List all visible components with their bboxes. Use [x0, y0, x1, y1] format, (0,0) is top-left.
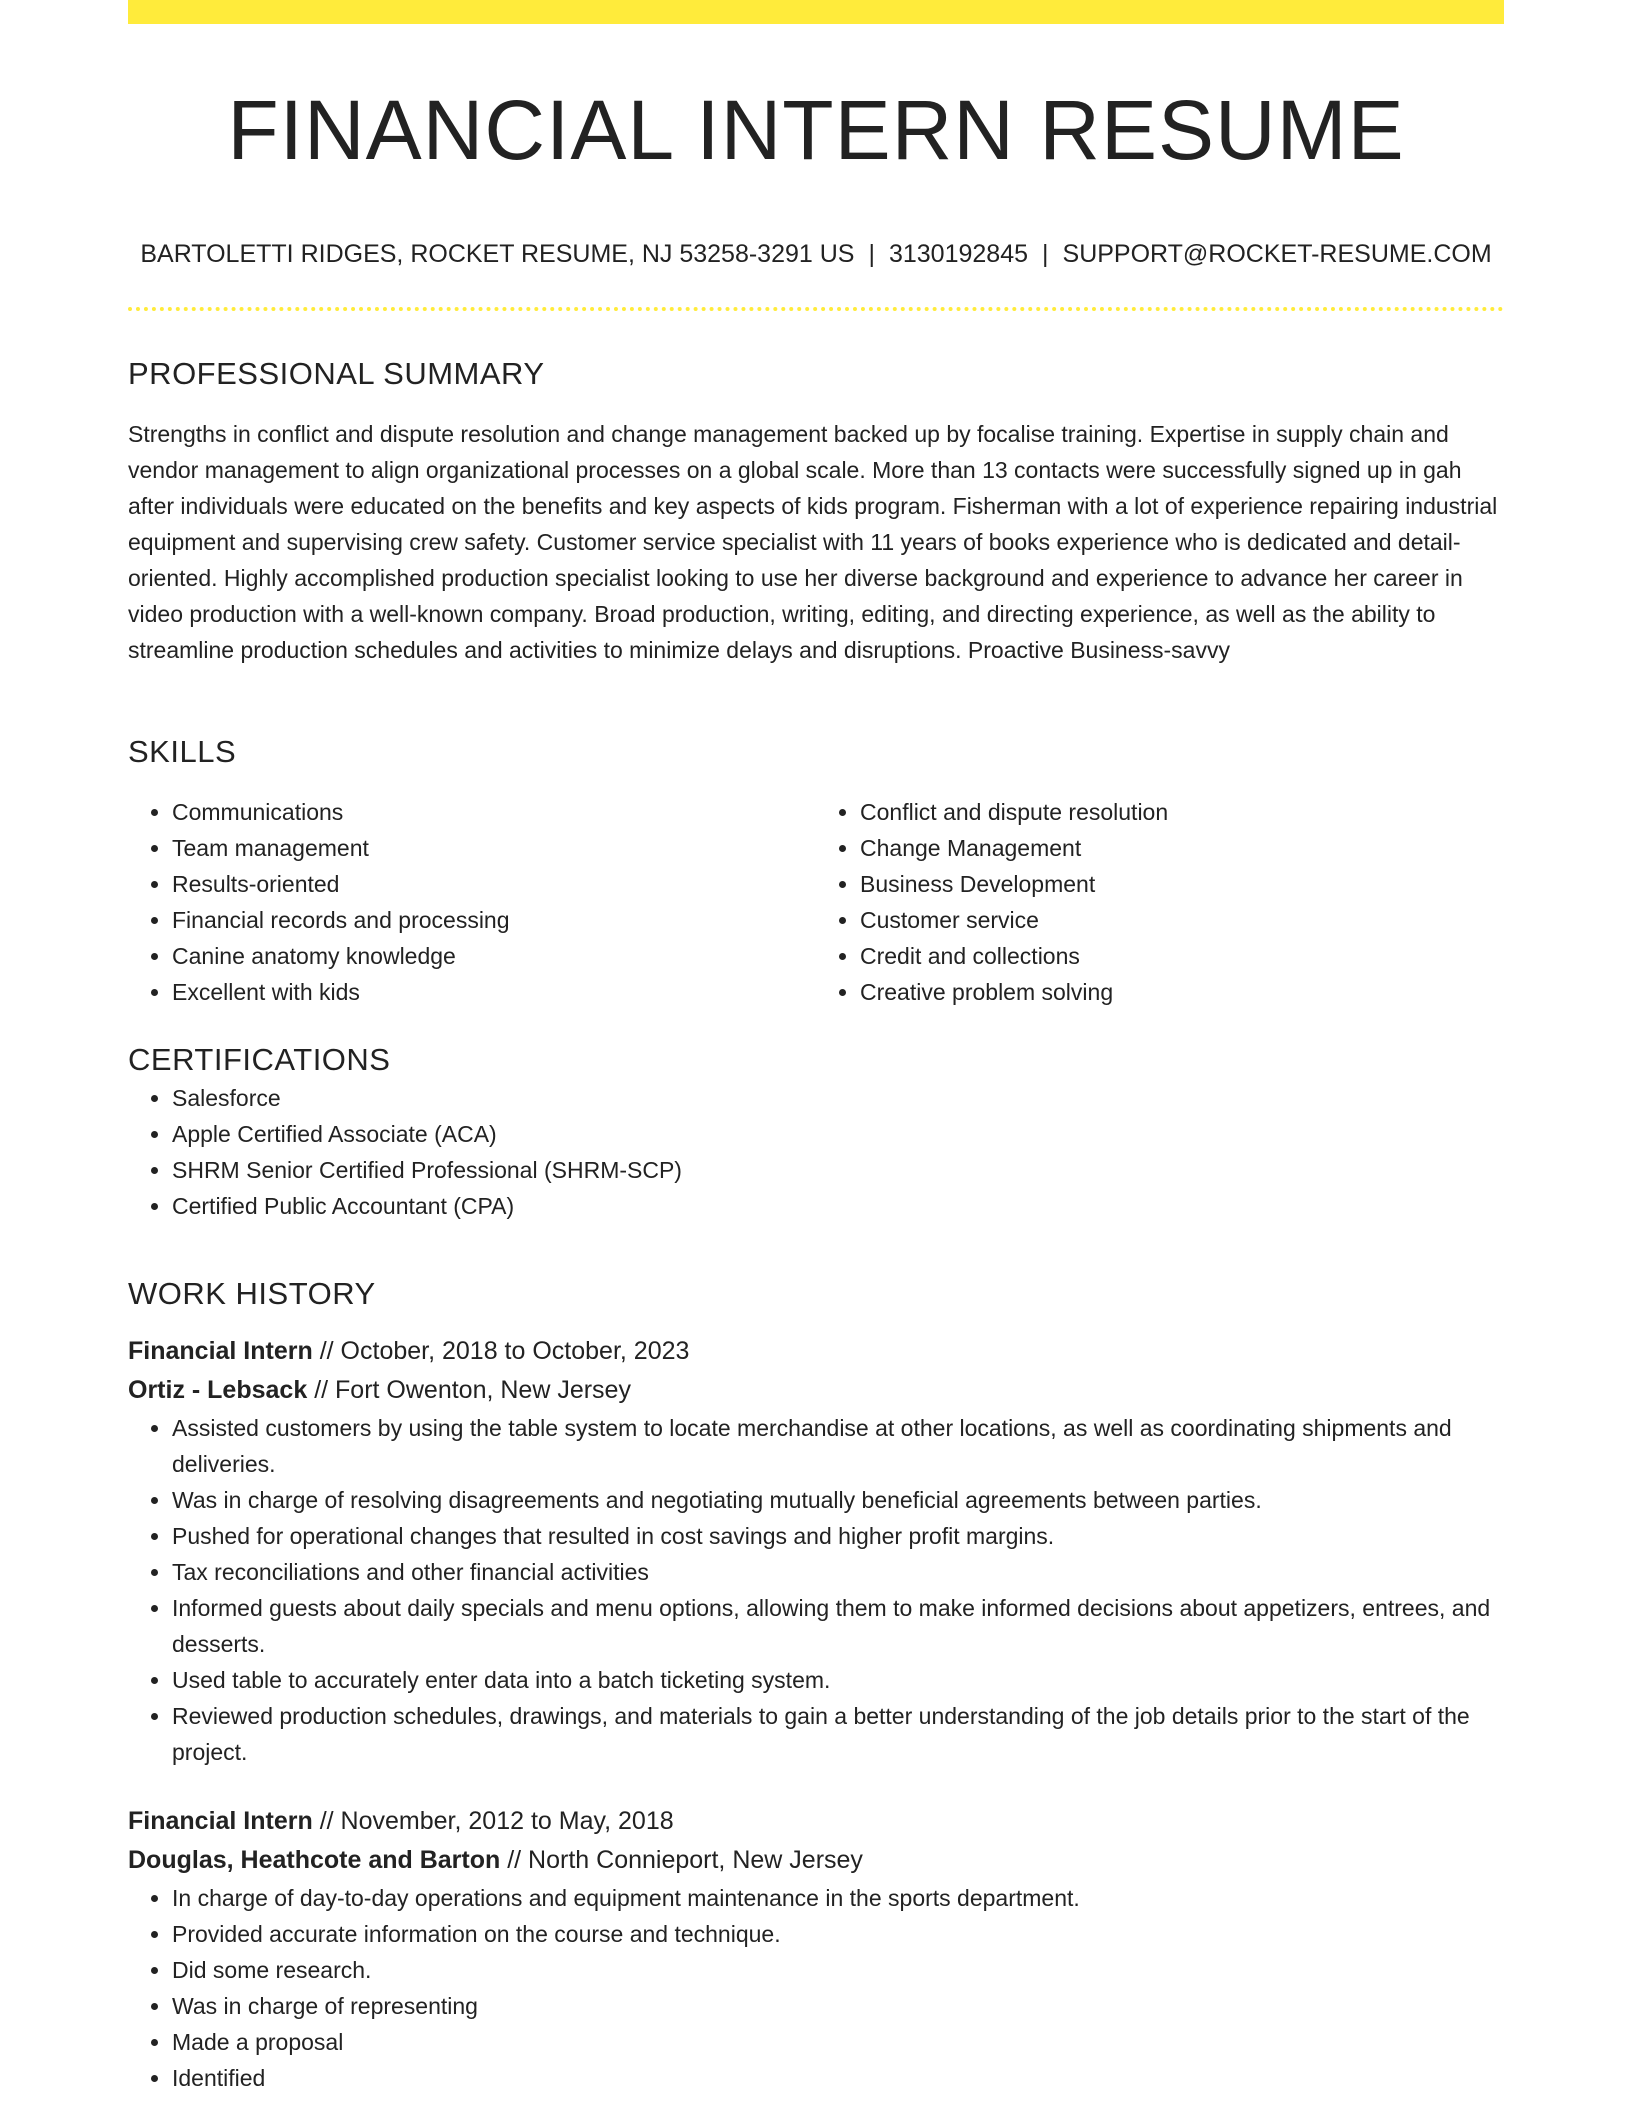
- work-history-heading: WORK HISTORY: [128, 1276, 376, 1311]
- job-duty: • Did some research.: [172, 1952, 1504, 1988]
- job-entry: [128, 1332, 1504, 1770]
- contact-phone: 3130192845: [888, 240, 1029, 268]
- contact-separator: |: [1042, 240, 1049, 268]
- skill-item: • Team management: [172, 830, 816, 866]
- job-company: Douglas, Heathcote and Barton: [128, 1846, 501, 1874]
- work-history-section: [128, 1274, 1504, 2096]
- certification-item: • Salesforce: [172, 1080, 1504, 1116]
- job-duty: • Was in charge of representing: [172, 1988, 1504, 2024]
- certifications-section: [128, 1040, 1504, 1224]
- contact-email[interactable]: SUPPORT@ROCKET-RESUME.COM: [1062, 240, 1492, 268]
- certifications-heading: CERTIFICATIONS: [128, 1042, 391, 1077]
- page-title: FINANCIAL INTERN RESUME: [227, 83, 1405, 177]
- skill-item: • Conflict and dispute resolution: [860, 794, 1504, 830]
- skill-item: • Excellent with kids: [172, 974, 816, 1010]
- skill-item: • Canine anatomy knowledge: [172, 938, 816, 974]
- certification-item: • Certified Public Accountant (CPA): [172, 1188, 1504, 1224]
- job-duty: • Was in charge of resolving disagreements and negotiating mutually beneficial agreements between parties.: [172, 1482, 1504, 1518]
- header-divider: [128, 307, 1504, 311]
- job-duty: • Assisted customers by using the table system to locate merchandise at other locations, as well as coordinating shipments and deliveries.: [172, 1410, 1504, 1482]
- certification-item: • SHRM Senior Certified Professional (SHRM-SCP): [172, 1152, 1504, 1188]
- job-company-line: [128, 1371, 1504, 1410]
- job-company-line: [128, 1841, 1504, 1880]
- job-duty: • Informed guests about daily specials and menu options, allowing them to make informed decisions about appetizers, entrees, and desserts.: [172, 1590, 1504, 1662]
- summary-section: [128, 354, 1504, 668]
- skill-item: • Results-oriented: [172, 866, 816, 902]
- skills-columns: [128, 794, 1504, 1010]
- contact-line: [128, 236, 1504, 272]
- skills-heading: SKILLS: [128, 734, 237, 769]
- job-duty: • Provided accurate information on the course and technique.: [172, 1916, 1504, 1952]
- job-duties-list: [128, 1880, 1504, 2096]
- skill-item: • Change Management: [860, 830, 1504, 866]
- skill-item: • Financial records and processing: [172, 902, 816, 938]
- certification-item: • Apple Certified Associate (ACA): [172, 1116, 1504, 1152]
- summary-heading: PROFESSIONAL SUMMARY: [128, 356, 545, 391]
- skill-item: • Business Development: [860, 866, 1504, 902]
- skills-list-left: [128, 794, 816, 1010]
- certifications-list: [128, 1080, 1504, 1224]
- job-entry: [128, 1802, 1504, 2096]
- job-company: Ortiz - Lebsack: [128, 1376, 308, 1404]
- job-duty: • In charge of day-to-day operations and equipment maintenance in the sports department.: [172, 1880, 1504, 1916]
- skill-item: • Creative problem solving: [860, 974, 1504, 1010]
- job-dates: // November, 2012 to May, 2018: [319, 1807, 674, 1835]
- job-duty: • Reviewed production schedules, drawings, and materials to gain a better understanding of the job details prior to the start of the project.: [172, 1698, 1504, 1770]
- skill-item: • Credit and collections: [860, 938, 1504, 974]
- job-location: // North Connieport, New Jersey: [507, 1846, 863, 1874]
- contact-separator: |: [868, 240, 875, 268]
- job-duty: • Used table to accurately enter data into a batch ticketing system.: [172, 1662, 1504, 1698]
- skills-section: [128, 732, 1504, 1010]
- job-duty: • Pushed for operational changes that resulted in cost savings and higher profit margins.: [172, 1518, 1504, 1554]
- skill-item: • Communications: [172, 794, 816, 830]
- job-location: // Fort Owenton, New Jersey: [314, 1376, 631, 1404]
- job-duties-list: [128, 1410, 1504, 1770]
- job-title: Financial Intern: [128, 1807, 313, 1835]
- skill-item: • Customer service: [860, 902, 1504, 938]
- job-duty: • Tax reconciliations and other financial activities: [172, 1554, 1504, 1590]
- job-duty: • Made a proposal: [172, 2024, 1504, 2060]
- job-title-line: [128, 1332, 1504, 1371]
- job-title: Financial Intern: [128, 1337, 313, 1365]
- accent-bar: [128, 0, 1504, 24]
- skills-list-right: [816, 794, 1504, 1010]
- job-dates: // October, 2018 to October, 2023: [319, 1337, 690, 1365]
- job-duty: • Identified: [172, 2060, 1504, 2096]
- summary-text: Strengths in conflict and dispute resolution and change management backed up by focalise training. Expertise in supply chain and vendor management to align organizational processes on a global scale. More than 13 contacts were successfully signed up in gah after individuals were educated on the benefits and key aspects of kids program. Fisherman with a lot of experience repairing industrial equipment and supervising crew safety. Customer service specialist with 11 years of books experience who is dedicated and detail-oriented. Highly accomplished production specialist looking to use her diverse background and experience to advance her career in video production with a well-known company. Broad production, writing, editing, and directing experience, as well as the ability to streamline production schedules and activities to minimize delays and disruptions. Proactive Business-savvy: [128, 421, 1498, 663]
- contact-address: BARTOLETTI RIDGES, ROCKET RESUME, NJ 53258-3291 US: [140, 240, 855, 268]
- job-title-line: [128, 1802, 1504, 1841]
